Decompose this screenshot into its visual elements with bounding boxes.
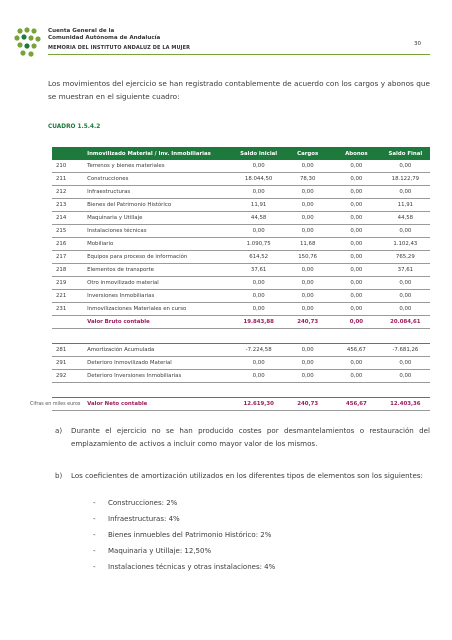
account-code: 212 — [52, 186, 85, 199]
saldo-inicial-value: 614,52 — [234, 251, 283, 264]
sub-item — [93, 515, 180, 523]
account-name: Inmovilizaciones Materiales en curso — [85, 303, 234, 316]
header-concept: Inmovilizado Material / Inv. Inmobiliarias — [85, 147, 234, 160]
table-row — [52, 212, 430, 225]
sub-item-text: Maquinaria y Utillaje: 12,50% — [108, 547, 212, 555]
header-code — [52, 147, 85, 160]
abonos-value: 0,00 — [332, 290, 381, 303]
account-code: 215 — [52, 225, 85, 238]
dash-bullet: - — [93, 547, 96, 555]
total-label: Valor Bruto contable — [85, 316, 234, 329]
header-saldo-inicial: Saldo Inicial — [234, 147, 283, 160]
fixed-assets-table — [52, 147, 430, 411]
saldo-final-value: 0,00 — [381, 303, 430, 316]
sub-item — [93, 499, 177, 507]
account-name: Amortización Acumulada — [85, 344, 234, 357]
sub-item-text: Bienes inmuebles del Patrimonio Histórico: 2% — [108, 531, 272, 539]
table-row — [52, 199, 430, 212]
total-spacer — [52, 316, 85, 329]
cargos-value: 0,00 — [283, 303, 332, 316]
abonos-value: 0,00 — [332, 173, 381, 186]
total-abonos: 456,67 — [332, 398, 381, 411]
dash-bullet: - — [93, 531, 96, 539]
saldo-inicial-value: -7.224,58 — [234, 344, 283, 357]
account-code: 231 — [52, 303, 85, 316]
cargos-value: 0,00 — [283, 344, 332, 357]
saldo-final-value: 11,91 — [381, 199, 430, 212]
table-row — [52, 290, 430, 303]
junta-andalucia-logo — [14, 27, 44, 59]
cargos-value: 0,00 — [283, 264, 332, 277]
account-code: 219 — [52, 277, 85, 290]
dash-bullet: - — [93, 499, 96, 507]
account-code: 217 — [52, 251, 85, 264]
sub-item-text: Infraestructuras: 4% — [108, 515, 180, 523]
saldo-final-value: 0,00 — [381, 277, 430, 290]
section-spacer — [52, 383, 430, 398]
total-saldo-inicial: 19.843,88 — [234, 316, 283, 329]
table-row — [52, 277, 430, 290]
account-code: 221 — [52, 290, 85, 303]
total-cargos: 240,73 — [283, 398, 332, 411]
cargos-value: 150,76 — [283, 251, 332, 264]
table-caption: CUADRO 1.5.4.2 — [48, 124, 101, 130]
spacer-cell — [52, 329, 430, 344]
account-name: Terrenos y bienes materiales — [85, 160, 234, 173]
saldo-inicial-value: 0,00 — [234, 370, 283, 383]
abonos-value: 0,00 — [332, 199, 381, 212]
account-name: Elementos de transporte — [85, 264, 234, 277]
saldo-final-value: 44,58 — [381, 212, 430, 225]
table-row — [52, 238, 430, 251]
account-name: Mobiliario — [85, 238, 234, 251]
abonos-value: 0,00 — [332, 251, 381, 264]
table-row — [52, 303, 430, 316]
account-code: 213 — [52, 199, 85, 212]
abonos-value: 0,00 — [332, 277, 381, 290]
org-line-2: Comunidad Autónoma de Andalucía — [48, 35, 161, 41]
total-abonos: 0,00 — [332, 316, 381, 329]
account-name: Deterioro Inversiones Inmobiliarias — [85, 370, 234, 383]
table-row — [52, 344, 430, 357]
total-saldo-final: 12.403,36 — [381, 398, 430, 411]
sub-item-text: Construcciones: 2% — [108, 499, 178, 507]
saldo-inicial-value: 0,00 — [234, 225, 283, 238]
saldo-final-value: 18.122,79 — [381, 173, 430, 186]
saldo-final-value: -7.681,26 — [381, 344, 430, 357]
abonos-value: 0,00 — [332, 212, 381, 225]
total-saldo-final: 20.084,61 — [381, 316, 430, 329]
dash-bullet: - — [93, 515, 96, 523]
saldo-inicial-value: 0,00 — [234, 290, 283, 303]
saldo-inicial-value: 44,58 — [234, 212, 283, 225]
account-name: Deterioro Inmovilizado Material — [85, 357, 234, 370]
table-row — [52, 357, 430, 370]
account-name: Equipos para proceso de información — [85, 251, 234, 264]
cargos-value: 78,30 — [283, 173, 332, 186]
sub-item-text: Instalaciones técnicas y otras instalaciones: 4% — [108, 563, 276, 571]
saldo-final-value: 0,00 — [381, 357, 430, 370]
list-label-a: a) — [55, 426, 63, 435]
account-name: Infraestructuras — [85, 186, 234, 199]
cargos-value: 0,00 — [283, 212, 332, 225]
page-number: 30 — [414, 41, 421, 47]
organization-name — [48, 28, 160, 42]
saldo-final-value: 765,29 — [381, 251, 430, 264]
table-row — [52, 225, 430, 238]
abonos-value: 0,00 — [332, 160, 381, 173]
cargos-value: 0,00 — [283, 357, 332, 370]
header-abonos: Abonos — [332, 147, 381, 160]
saldo-inicial-value: 0,00 — [234, 160, 283, 173]
saldo-inicial-value: 0,00 — [234, 277, 283, 290]
sub-item — [93, 563, 275, 571]
cargos-value: 0,00 — [283, 370, 332, 383]
abonos-value: 0,00 — [332, 238, 381, 251]
valor-bruto-row — [52, 316, 430, 329]
saldo-inicial-value: 37,61 — [234, 264, 283, 277]
saldo-final-value: 0,00 — [381, 160, 430, 173]
table-header-row — [52, 147, 430, 160]
cargos-value: 11,68 — [283, 238, 332, 251]
account-name: Inversiones Inmobiliarias — [85, 290, 234, 303]
table-row — [52, 173, 430, 186]
account-code: 211 — [52, 173, 85, 186]
table-row — [52, 264, 430, 277]
account-code: 214 — [52, 212, 85, 225]
saldo-inicial-value: 0,00 — [234, 303, 283, 316]
cargos-value: 0,00 — [283, 186, 332, 199]
abonos-value: 0,00 — [332, 370, 381, 383]
sub-item — [93, 547, 211, 555]
abonos-value: 0,00 — [332, 186, 381, 199]
saldo-final-value: 0,00 — [381, 186, 430, 199]
account-code: 281 — [52, 344, 85, 357]
table-row — [52, 251, 430, 264]
dash-bullet: - — [93, 563, 96, 571]
list-text-a: Durante el ejercicio no se han producido costes por desmantelamientos o restauración del emplazamiento de activos a incluir como mayor valor de los mismos. — [71, 426, 430, 448]
total-saldo-inicial: 12.619,30 — [234, 398, 283, 411]
cargos-value: 0,00 — [283, 277, 332, 290]
list-label-b: b) — [55, 471, 63, 480]
abonos-value: 0,00 — [332, 264, 381, 277]
list-item-a — [55, 425, 430, 450]
header-saldo-final: Saldo Final — [381, 147, 430, 160]
cargos-value: 0,00 — [283, 290, 332, 303]
saldo-inicial-value: 0,00 — [234, 357, 283, 370]
saldo-inicial-value: 18.044,50 — [234, 173, 283, 186]
saldo-inicial-value: 0,00 — [234, 186, 283, 199]
cargos-value: 0,00 — [283, 225, 332, 238]
list-item-b — [55, 470, 430, 483]
abonos-value: 0,00 — [332, 357, 381, 370]
saldo-final-value: 37,61 — [381, 264, 430, 277]
account-code: 292 — [52, 370, 85, 383]
account-code: 216 — [52, 238, 85, 251]
saldo-final-value: 0,00 — [381, 225, 430, 238]
header-cargos: Cargos — [283, 147, 332, 160]
abonos-value: 456,67 — [332, 344, 381, 357]
report-title: MEMORIA DEL INSTITUTO ANDALUZ DE LA MUJER — [48, 45, 191, 51]
cargos-value: 0,00 — [283, 160, 332, 173]
spacer-cell — [52, 383, 430, 398]
total-label: Valor Neto contable — [85, 398, 234, 411]
account-code: 218 — [52, 264, 85, 277]
account-name: Construcciones — [85, 173, 234, 186]
footnote: Cifras en miles euros — [30, 402, 81, 407]
saldo-final-value: 0,00 — [381, 370, 430, 383]
account-name: Otro inmovilizado material — [85, 277, 234, 290]
table-row — [52, 160, 430, 173]
account-code: 291 — [52, 357, 85, 370]
header-divider — [48, 54, 430, 55]
table-row — [52, 370, 430, 383]
abonos-value: 0,00 — [332, 225, 381, 238]
cargos-value: 0,00 — [283, 199, 332, 212]
saldo-final-value: 1.102,43 — [381, 238, 430, 251]
saldo-final-value: 0,00 — [381, 290, 430, 303]
list-text-b: Los coeficientes de amortización utilizados en los diferentes tipos de elementos son los siguientes: — [71, 471, 423, 480]
intro-paragraph: Los movimientos del ejercicio se han registrado contablemente de acuerdo con los cargos y abonos que se muestran en el siguiente cuadro: — [48, 79, 430, 101]
account-code: 210 — [52, 160, 85, 173]
abonos-value: 0,00 — [332, 303, 381, 316]
account-name: Maquinaria y Utillaje — [85, 212, 234, 225]
account-name: Instalaciones técnicas — [85, 225, 234, 238]
total-cargos: 240,73 — [283, 316, 332, 329]
sub-item — [93, 531, 271, 539]
table-row — [52, 186, 430, 199]
section-spacer — [52, 329, 430, 344]
org-line-1: Cuenta General de la — [48, 28, 115, 34]
saldo-inicial-value: 11,91 — [234, 199, 283, 212]
valor-neto-row — [52, 398, 430, 411]
saldo-inicial-value: 1.090,75 — [234, 238, 283, 251]
account-name: Bienes del Patrimonio Histórico — [85, 199, 234, 212]
